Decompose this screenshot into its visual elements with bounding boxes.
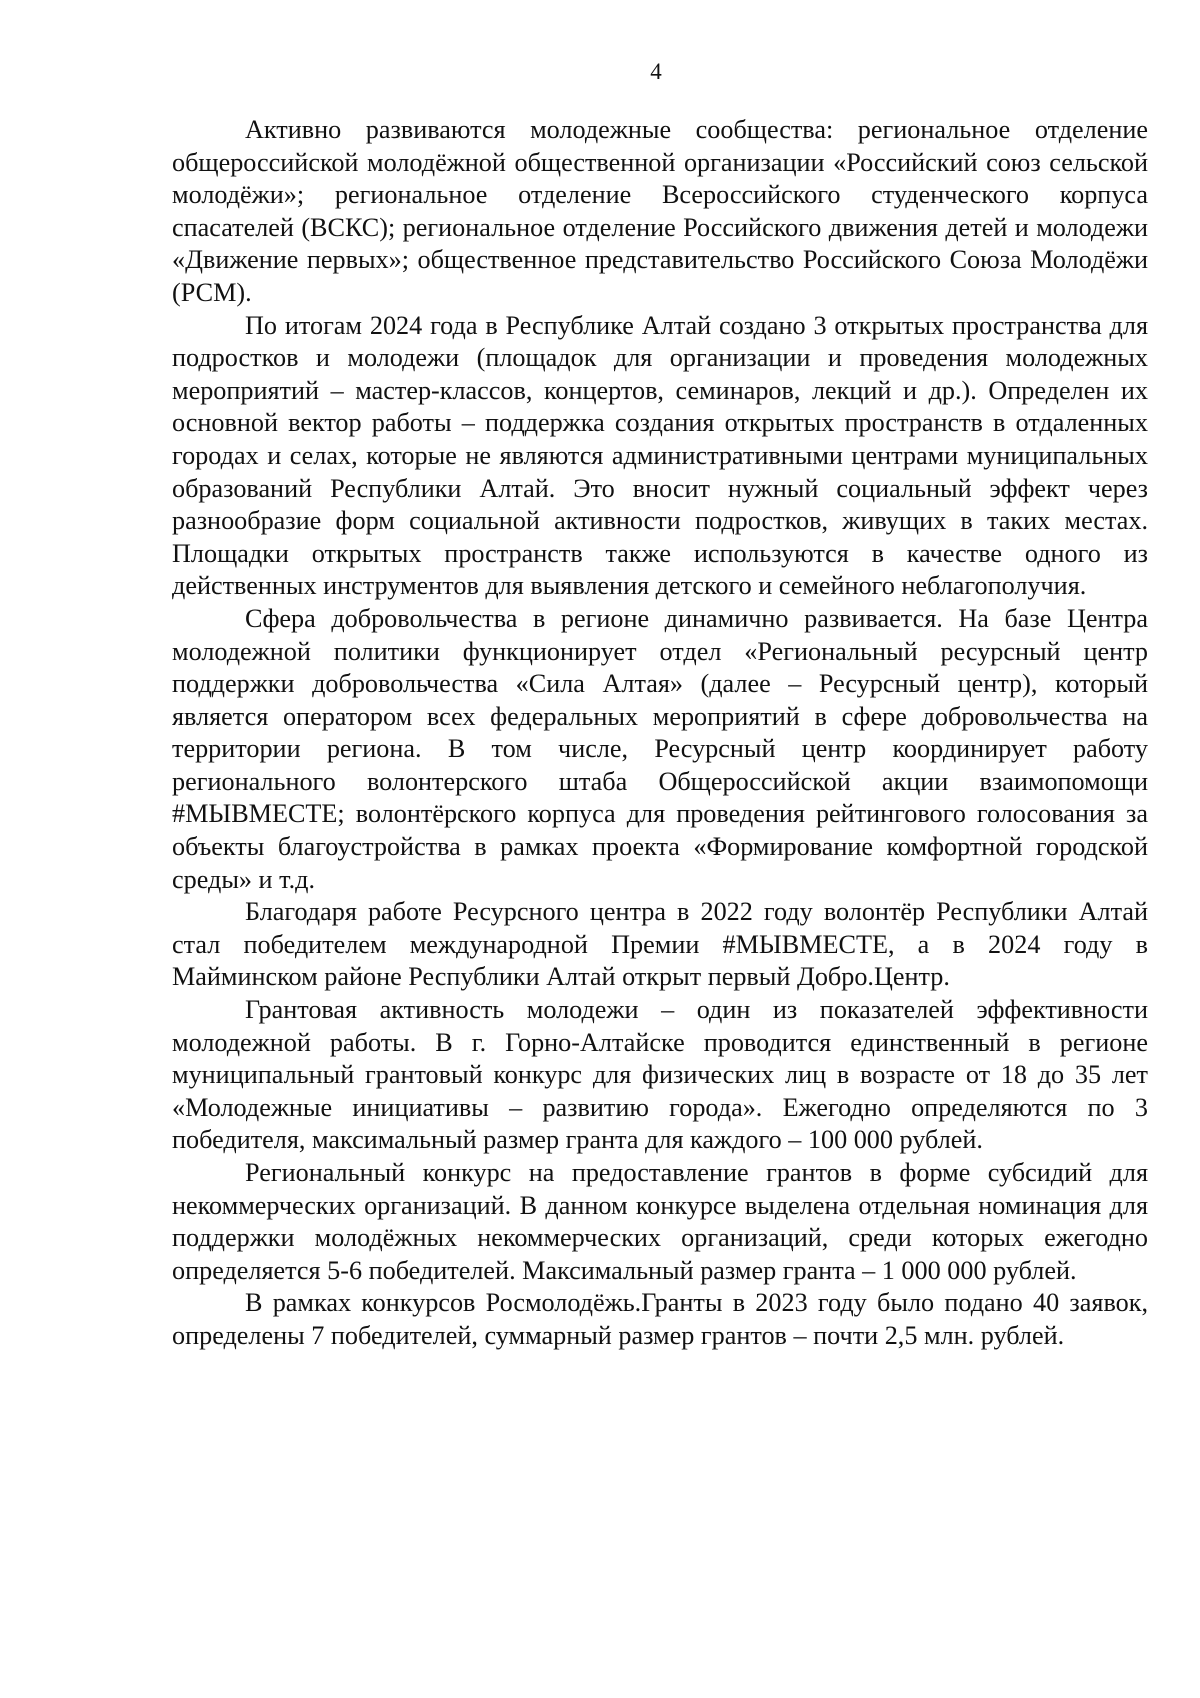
- paragraph-open-spaces: По итогам 2024 года в Республике Алтай создано 3 открытых пространства для подростков и молодежи (площадок для организации и проведения молодежных мероприятий – мастер-классов, концертов, семинаров, лекций и др.). Определен их основной вектор работы – поддержка создания открытых пространств в отдаленных городах и селах, которые не являются административными центрами муниципальных образований Республики Алтай. Это вносит нужный социальный эффект через разнообразие форм социальной активности подростков, живущих в таких местах. Площадки открытых пространств также используются в качестве одного из действенных инструментов для выявления детского и семейного неблагополучия.: [172, 310, 1148, 601]
- page-number: 4: [650, 59, 662, 84]
- paragraph-regional-grants: Региональный конкурс на предоставление грантов в форме субсидий для некоммерческих организаций. В данном конкурсе выделена отдельная номинация для поддержки молодёжных некоммерческих организаций, среди которых ежегодно определяется 5-6 победителей. Максимальный размер гранта – 1 000 000 рублей.: [172, 1158, 1148, 1285]
- paragraph-rosmolodezh-grants: В рамках конкурсов Росмолодёжь.Гранты в 2023 году было подано 40 заявок, определены 7 победителей, суммарный размер грантов – почти 2,5 млн. рублей.: [172, 1288, 1148, 1350]
- paragraph-municipal-grants: Грантовая активность молодежи – один из показателей эффективности молодежной работы. В г. Горно-Алтайске проводится единственный в регионе муниципальный грантовый конкурс для физических лиц в возрасте от 18 до 35 лет «Молодежные инициативы – развитию города». Ежегодно определяются по 3 победителя, максимальный размер гранта для каждого – 100 000 рублей.: [172, 995, 1148, 1155]
- document-body: [172, 114, 1148, 1353]
- paragraph-youth-communities: Активно развиваются молодежные сообщества: региональное отделение общероссийской молодёжной общественной организации «Российский союз сельской молодёжи»; региональное отделение Всероссийского студенческого корпуса спасателей (ВСКС); региональное отделение Российского движения детей и молодежи «Движение первых»; общественное представительство Российского Союза Молодёжи (РСМ).: [172, 115, 1148, 307]
- paragraph-volunteering: Сфера добровольчества в регионе динамично развивается. На базе Центра молодежной политики функционирует отдел «Региональный ресурсный центр поддержки добровольчества «Сила Алтая» (далее – Ресурсный центр), который является оператором всех федеральных мероприятий в сфере добровольчества на территории региона. В том числе, Ресурсный центр координирует работу регионального волонтерского штаба Общероссийской акции взаимопомощи #МЫВМЕСТЕ; волонтёрского корпуса для проведения рейтингового голосования за объекты благоустройства в рамках проекта «Формирование комфортной городской среды» и т.д.: [172, 603, 1148, 894]
- paragraph-resource-center-results: Благодаря работе Ресурсного центра в 2022 году волонтёр Республики Алтай стал победителем международной Премии #МЫВМЕСТЕ, а в 2024 году в Майминском районе Республики Алтай открыт первый Добро.Центр.: [172, 897, 1148, 992]
